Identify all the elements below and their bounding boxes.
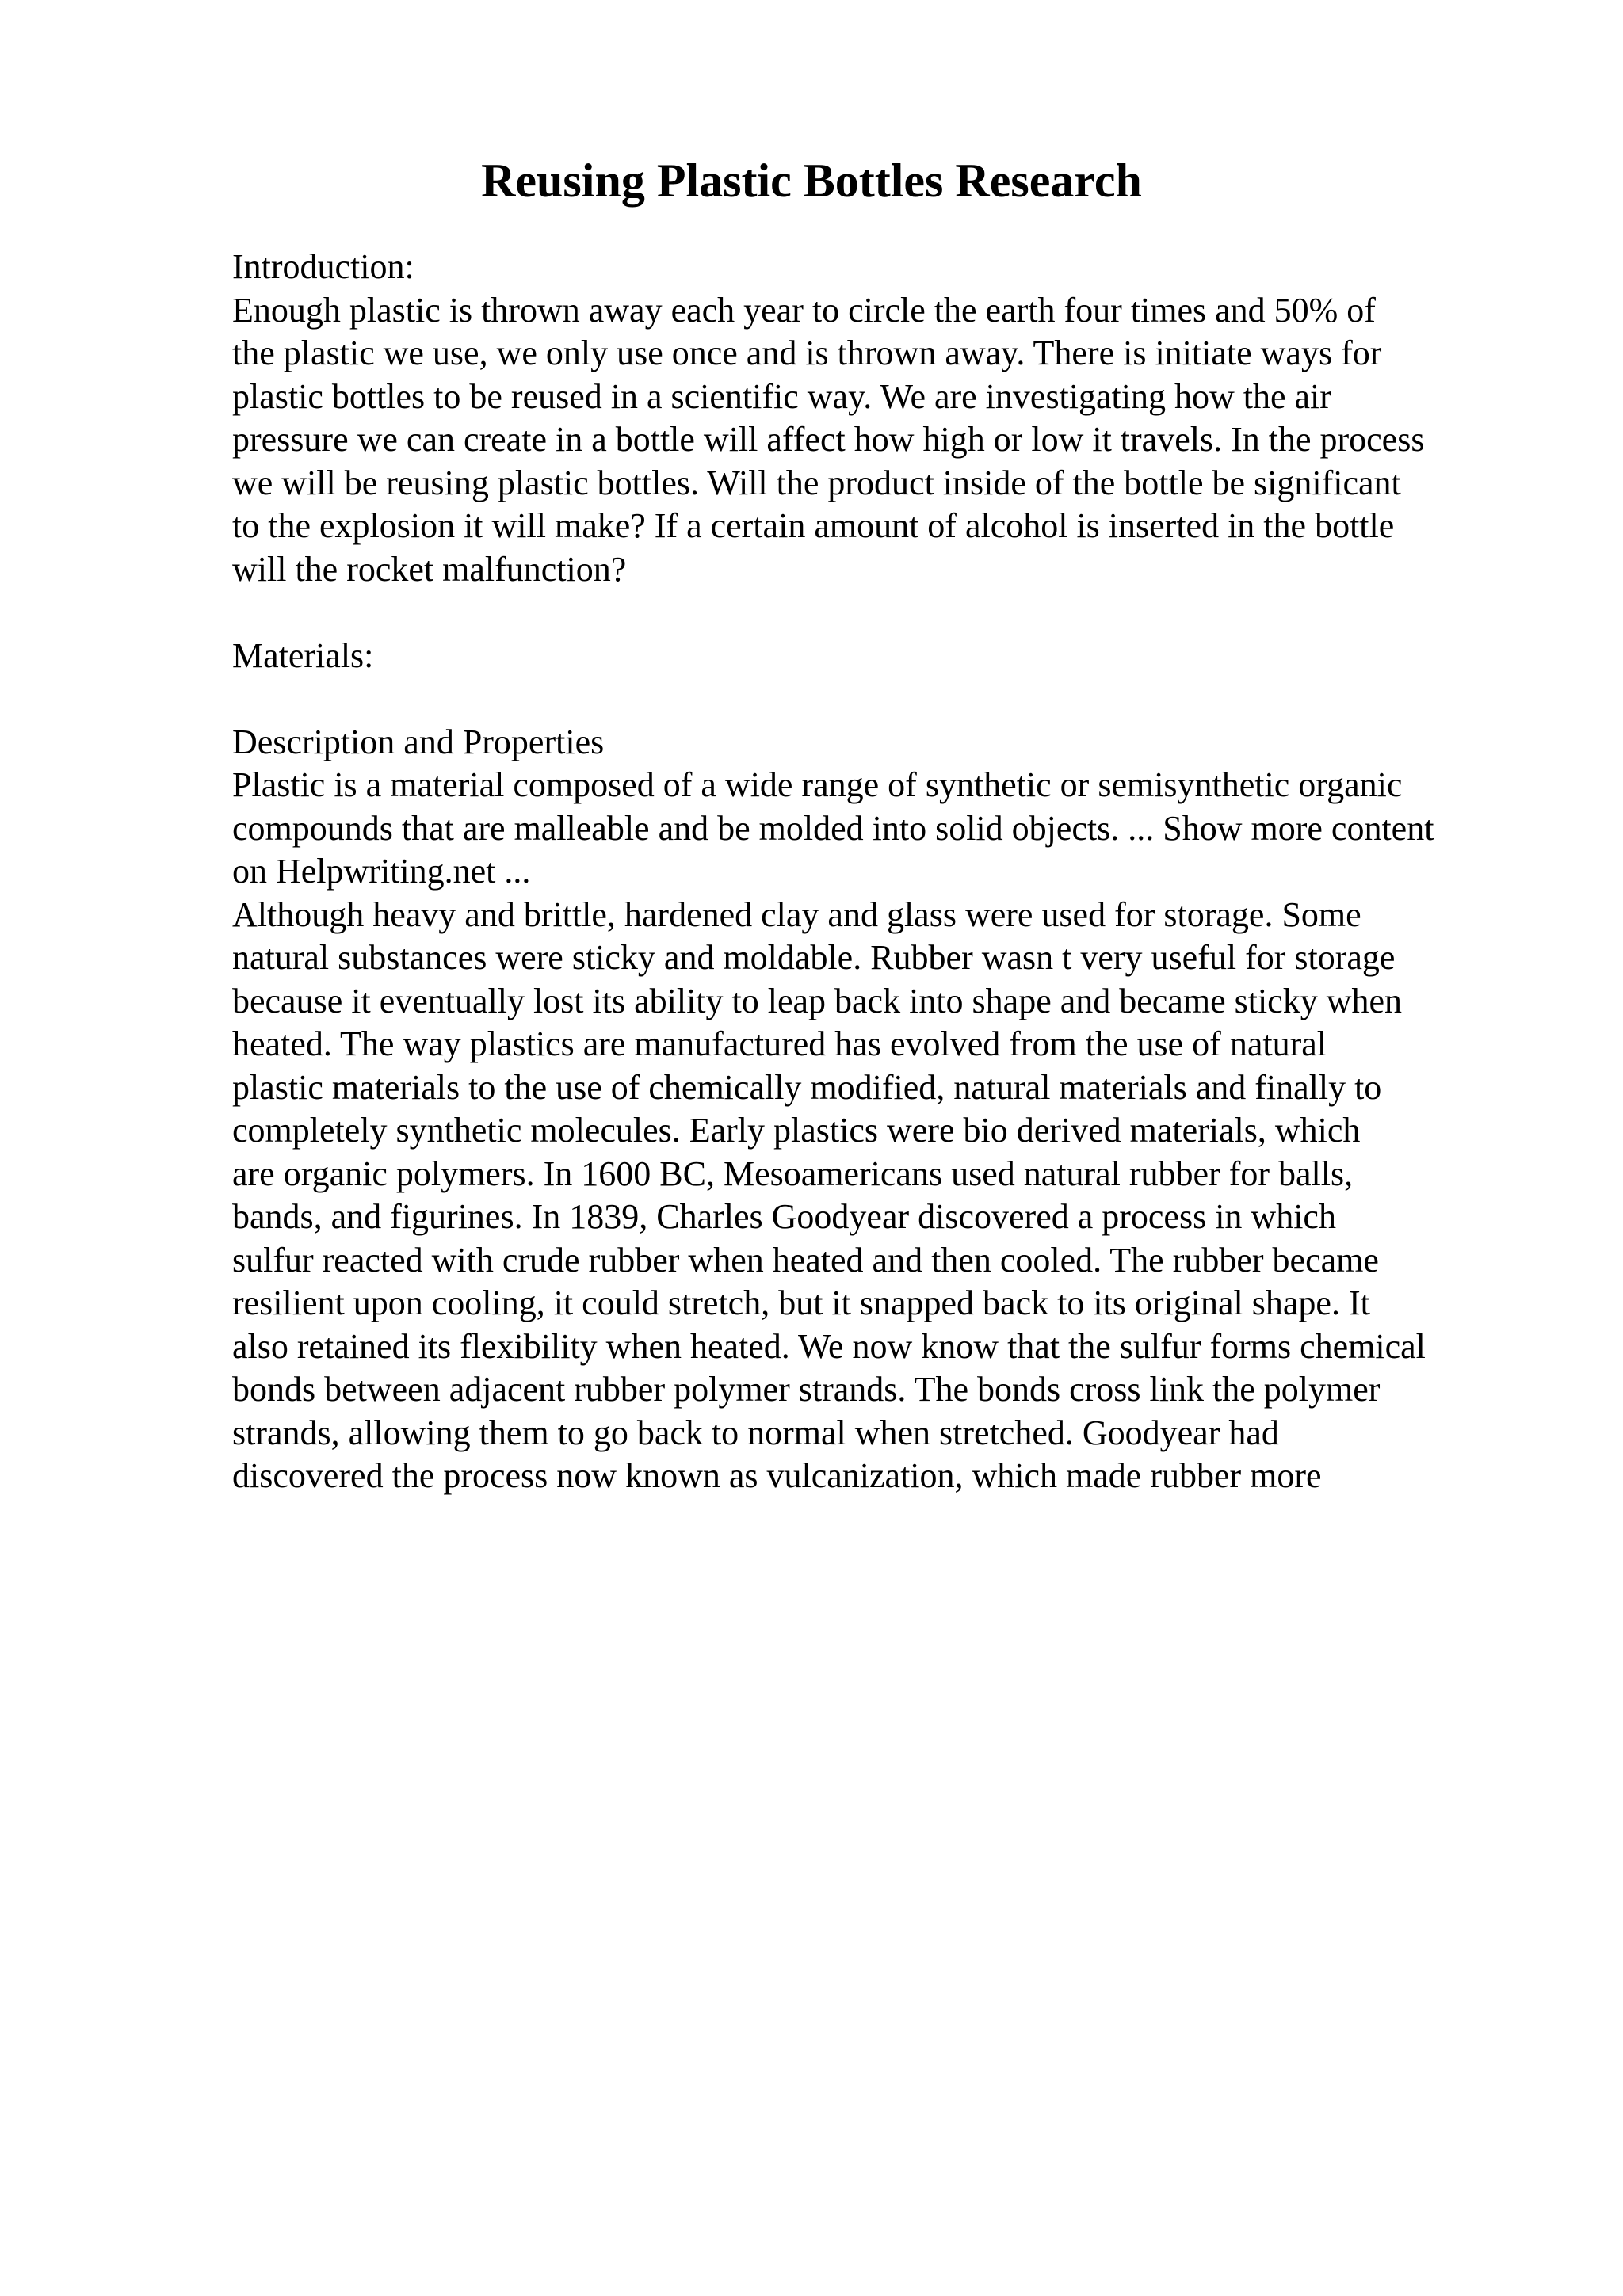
paragraph-line: Enough plastic is thrown away each year to circle the earth four times and 50% of xyxy=(232,290,1376,330)
paragraph-line: plastic materials to the use of chemically modified, natural materials and finally to xyxy=(232,1067,1382,1107)
spacer xyxy=(232,591,1595,635)
spacer xyxy=(232,677,1595,721)
paragraph-line: discovered the process now known as vulcanization, which made rubber more xyxy=(232,1456,1322,1495)
paragraph-line: Although heavy and brittle, hardened clay and glass were used for storage. Some xyxy=(232,894,1361,934)
introduction-paragraph xyxy=(232,289,1595,592)
paragraph-line: the plastic we use, we only use once and is thrown away. There is initiate ways for xyxy=(232,334,1382,372)
paragraph-line: bands, and figurines. In 1839, Charles Goodyear discovered a process in which xyxy=(232,1197,1336,1236)
paragraph-line: bonds between adjacent rubber polymer strands. The bonds cross link the polymer xyxy=(232,1370,1381,1409)
paragraph-line: plastic bottles to be reused in a scientific way. We are investigating how the air xyxy=(232,376,1331,416)
description-paragraph xyxy=(232,764,1595,1498)
paragraph-line: also retained its flexibility when heated. We now know that the sulfur forms chemical xyxy=(232,1326,1426,1366)
paragraph-line: because it eventually lost its ability to leap back into shape and became sticky when xyxy=(232,981,1402,1020)
paragraph-line: we will be reusing plastic bottles. Will the product inside of the bottle be significant xyxy=(232,463,1401,502)
paragraph-line: Plastic is a material composed of a wide range of synthetic or semisynthetic organic xyxy=(232,765,1403,804)
document-body xyxy=(232,246,1595,1498)
paragraph-line: are organic polymers. In 1600 BC, Mesoamericans used natural rubber for balls, xyxy=(232,1154,1354,1193)
introduction-heading: Introduction: xyxy=(232,247,414,286)
description-heading: Description and Properties xyxy=(232,722,605,761)
paragraph-line: completely synthetic molecules. Early plastics were bio derived materials, which xyxy=(232,1111,1361,1150)
paragraph-line: will the rocket malfunction? xyxy=(232,549,627,589)
paragraph-line: on Helpwriting.net ... xyxy=(232,852,531,891)
materials-heading: Materials: xyxy=(232,635,374,675)
paragraph-line: sulfur reacted with crude rubber when heated and then cooled. The rubber became xyxy=(232,1240,1379,1280)
paragraph-line: compounds that are malleable and be molded into solid objects. ... Show more content xyxy=(232,808,1434,848)
paragraph-line: strands, allowing them to go back to normal when stretched. Goodyear had xyxy=(232,1413,1279,1452)
paragraph-line: resilient upon cooling, it could stretch, but it snapped back to its original shape. It xyxy=(232,1283,1370,1322)
paragraph-line: natural substances were sticky and moldable. Rubber wasn t very useful for storage xyxy=(232,938,1396,977)
paragraph-line: heated. The way plastics are manufactured has evolved from the use of natural xyxy=(232,1024,1327,1063)
paragraph-line: pressure we can create in a bottle will affect how high or low it travels. In the process xyxy=(232,420,1425,459)
paragraph-line: to the explosion it will make? If a certain amount of alcohol is inserted in the bottle xyxy=(232,506,1395,545)
document-title: Reusing Plastic Bottles Research xyxy=(481,154,1142,207)
